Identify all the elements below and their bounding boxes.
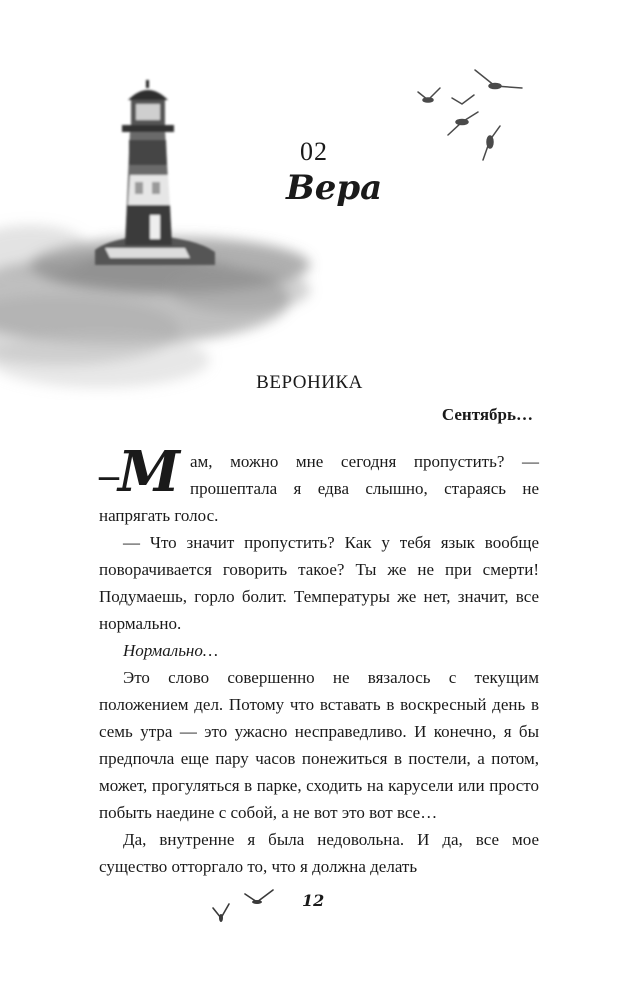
dropcap-letter: М	[118, 439, 180, 505]
paragraph-3: Нормально…	[123, 641, 218, 660]
paragraph-5: Да, внутренне я была недовольна. И да, все мое существо отторгало то, что я должна делать	[99, 830, 539, 876]
section-heading: ВЕРОНИКА	[256, 372, 363, 393]
paragraph-2: — Что значит пропустить? Как у тебя язык вообще поворачивается говорить такое? Ты же не при смерти! Подумаешь, горло болит. Температуры же нет, значит, все нормально.	[99, 533, 539, 633]
chapter-number: 02	[300, 137, 328, 166]
page-number: 12	[302, 891, 325, 910]
seagulls-top	[418, 70, 522, 160]
paragraph-1-end: напрягать голос.	[99, 506, 219, 525]
body-text	[99, 502, 539, 880]
lighthouse-tower	[122, 80, 174, 245]
paragraph-1-line-2: прошептала я едва слышно, стараясь не	[190, 479, 539, 498]
section-date: Сентябрь…	[441, 405, 533, 424]
paragraph-4: Это слово совершенно не вязалось с текущим положением дел. Потому что вставать в воскресный день в семь утра — это ужасно несправедливо. И конечно, я бы предпочла еще пару часов понежиться в постели, а потом, может, прогуляться в парке, сходить на карусели или просто побыть наедине с собой, а не вот это вот все…	[99, 668, 539, 822]
dropcap-dash: –	[99, 452, 119, 497]
paragraph-1-line-1: ам, можно мне сегодня пропустить? —	[190, 452, 539, 471]
paragraph-1-lines	[190, 448, 539, 502]
seagulls-bottom	[205, 882, 285, 932]
chapter-title: Вера	[286, 168, 383, 208]
